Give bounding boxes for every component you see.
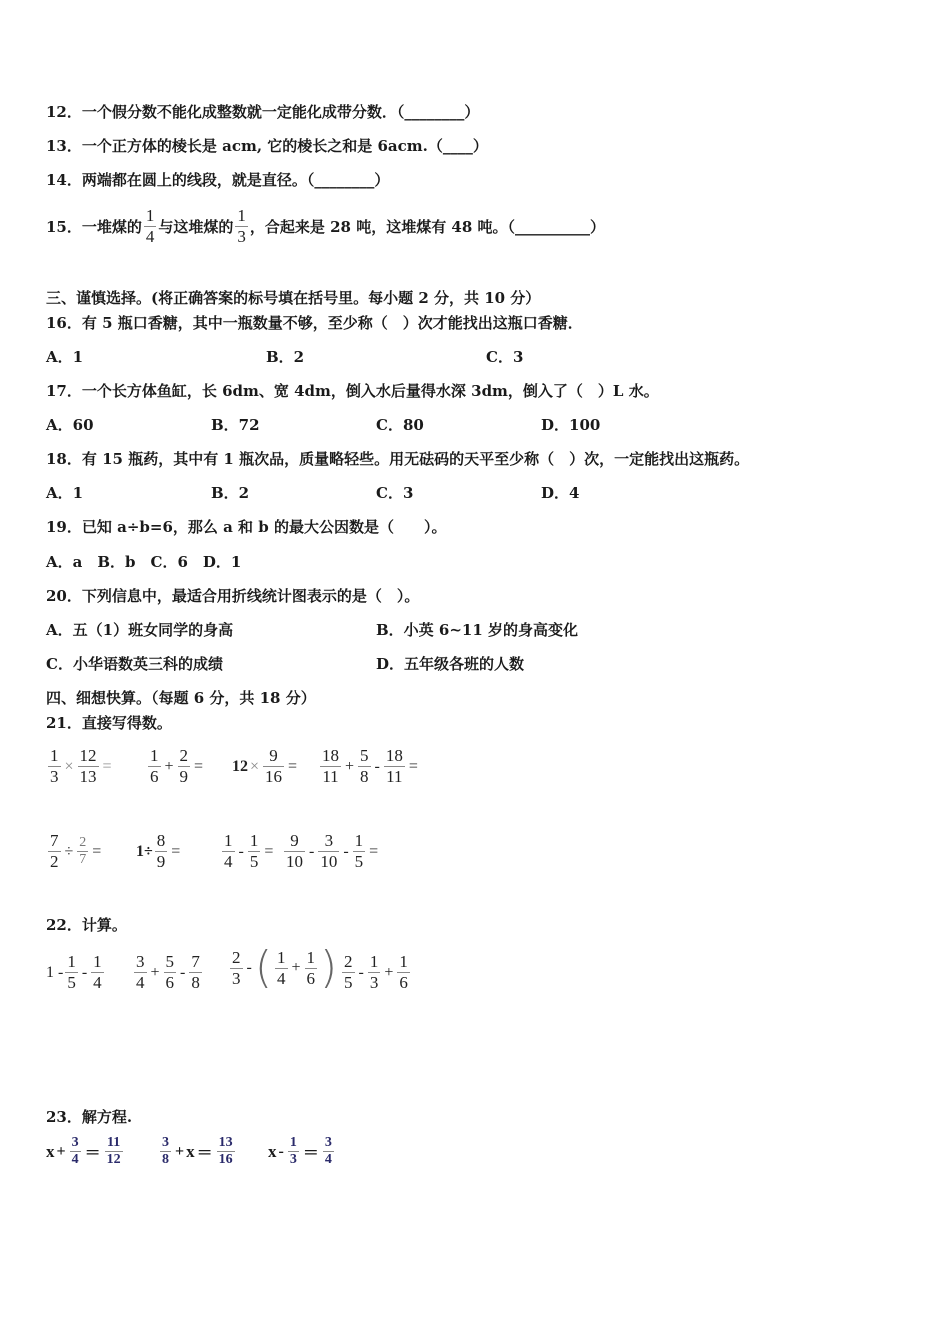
q17-option-a: A．60 bbox=[46, 416, 94, 434]
q18-option-c: C．3 bbox=[376, 484, 414, 502]
calc22-2-3-minus-paren: $\frac{2}{3}$ - ( $\frac{1}{4}$ + $\frac{1}{6}$ ) bbox=[232, 942, 338, 993]
q15-suffix: ，合起来是 28 吨，这堆煤有 48 吨。（__________） bbox=[249, 217, 606, 236]
q15-fraction-1: $\frac{1}{4}$ bbox=[145, 206, 155, 246]
q17-option-c: C．80 bbox=[376, 416, 424, 434]
question-15 bbox=[46, 206, 605, 247]
question-23: 23．解方程. bbox=[46, 1108, 133, 1126]
calc-7-2-div-2-7: $\frac{7}{2}$ ÷ $\frac{2}{7}$ = bbox=[50, 831, 102, 871]
question-13: 13．一个正方体的棱长是 acm, 它的棱长之和是 6acm.（____） bbox=[46, 137, 488, 155]
calc-1-3-times-12-13: $\frac{1}{3}$ × $\frac{12}{13}$ = bbox=[50, 746, 112, 786]
q16-option-b: B．2 bbox=[266, 348, 305, 366]
q20-option-a: A．五（1）班女同学的身高 bbox=[46, 621, 234, 639]
question-18: 18．有 15 瓶药，其中有 1 瓶次品，质量略轻些。用无砝码的天平至少称（ ）次，一定能找出这瓶药。 bbox=[46, 450, 750, 468]
question-12: 12．一个假分数不能化成整数就一定能化成带分数．（________） bbox=[46, 103, 480, 121]
q17-option-d: D．100 bbox=[541, 416, 601, 434]
calc-1-div-8-9: 1÷ $\frac{8}{9}$ = bbox=[136, 831, 181, 871]
question-19: 19．已知 a÷b=6，那么 a 和 b 的最大公因数是（ ）。 bbox=[46, 518, 447, 536]
q15-fraction-2: $\frac{1}{3}$ bbox=[237, 206, 246, 246]
q15-mid: 与这堆煤的 bbox=[158, 217, 234, 236]
question-21: 21．直接写得数。 bbox=[46, 714, 172, 732]
calc-1-6-plus-2-9: $\frac{1}{6}$ + $\frac{2}{9}$ = bbox=[150, 746, 204, 786]
calc-18-11-plus-5-8-minus-18-11: $\frac{18}{11}$ + $\frac{5}{8}$ - $\frac{18}{11}$ = bbox=[322, 746, 418, 786]
calc-12-times-9-16: 12 × $\frac{9}{16}$ = bbox=[232, 746, 298, 786]
q20-option-b: B．小英 6~11 岁的身高变化 bbox=[376, 621, 579, 639]
calc22-3-4-plus-5-6-minus-7-8: $\frac{3}{4}$ + $\frac{5}{6}$ - $\frac{7}{8}$ bbox=[136, 952, 200, 992]
calc22-2-5-minus-1-3-plus-1-6: $\frac{2}{5}$ - $\frac{1}{3}$ + $\frac{1}{6}$ bbox=[344, 952, 408, 992]
q19-options: A．a B．b C．6 D．1 bbox=[46, 553, 242, 571]
question-20: 20．下列信息中，最适合用折线统计图表示的是（ ）。 bbox=[46, 587, 420, 605]
q20-option-d: D．五年级各班的人数 bbox=[376, 655, 525, 673]
question-17: 17．一个长方体鱼缸，长 6dm、宽 4dm，倒入水后量得水深 3dm，倒入了（ ）L 水。 bbox=[46, 382, 659, 400]
q18-option-d: D．4 bbox=[541, 484, 580, 502]
q20-option-c: C．小华语数英三科的成绩 bbox=[46, 655, 223, 673]
q18-option-a: A．1 bbox=[46, 484, 84, 502]
equation-1: x + $\frac{3}{4}$ ＝ $\frac{11}{12}$ bbox=[46, 1135, 121, 1167]
section-4-title: 四、细想快算。（每题 6 分，共 18 分） bbox=[46, 689, 316, 707]
section-3-title: 三、谨慎选择。(将正确答案的标号填在括号里。每小题 2 分，共 10 分） bbox=[46, 289, 541, 307]
question-14: 14．两端都在圆上的线段，就是直径。（________） bbox=[46, 171, 390, 189]
calc22-1-minus-1-5-minus-1-4: 1 - $\frac{1}{5}$ - $\frac{1}{4}$ bbox=[46, 952, 102, 992]
q15-prefix: 15．一堆煤的 bbox=[46, 217, 142, 236]
q16-option-c: C．3 bbox=[486, 348, 524, 366]
calc-9-10-minus-3-10-minus-1-5: $\frac{9}{10}$ - $\frac{3}{10}$ - $\frac{1}{5}$ = bbox=[286, 831, 379, 871]
q17-option-b: B．72 bbox=[211, 416, 260, 434]
calc-1-4-minus-1-5: $\frac{1}{4}$ - $\frac{1}{5}$ = bbox=[224, 831, 274, 871]
q16-option-a: A．1 bbox=[46, 348, 84, 366]
equation-3: x - $\frac{1}{3}$ ＝ $\frac{3}{4}$ bbox=[268, 1135, 332, 1167]
equation-2: $\frac{3}{8}$ + x ＝ $\frac{13}{16}$ bbox=[162, 1135, 233, 1167]
q18-option-b: B．2 bbox=[211, 484, 250, 502]
question-16: 16．有 5 瓶口香糖，其中一瓶数量不够，至少称（ ）次才能找出这瓶口香糖． bbox=[46, 314, 583, 332]
question-22: 22．计算。 bbox=[46, 916, 127, 934]
